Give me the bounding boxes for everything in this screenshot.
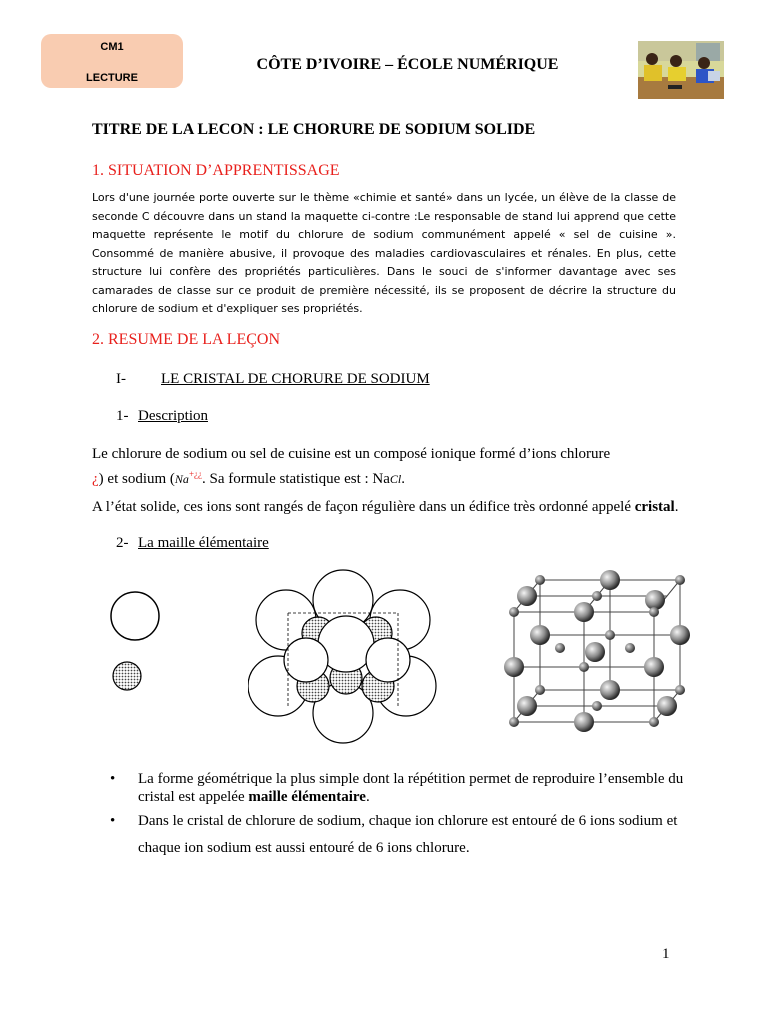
- section-heading-resume: 2. RESUME DE LA LEÇON: [92, 331, 280, 348]
- bullet-dot: •: [110, 813, 116, 829]
- situation-text: Lors d'une journée porte ouverte sur le thème «chimie et santé» dans un lycée, un élève de la classe de seconde C découvre dans un stand la maquette ci-contre :Le responsable de stand lui apprend que cette maquette représente le motif du chlorure de sodium communément appelé « sel de cuisine ». Consommé de manière abusive, il provoque des maladies cardiovasculaires et rénales. En plus, cette structure lui confère des propriétés particulières. Dans le souci de s'informer davantage avec ses camarades de classe sur ce produit de première nécessité, ils se proposent de décrire la structure du chlorure de sodium et d'expliquer ses propriétés.: [92, 191, 676, 315]
- subsection-title-maille: La maille élémentaire: [138, 535, 269, 551]
- bullet-item: [110, 808, 700, 862]
- subsection-number-1: 1-: [116, 408, 129, 424]
- bullet-dot: •: [110, 771, 116, 787]
- school-title: CÔTE D’IVOIRE – ÉCOLE NUMÉRIQUE: [256, 56, 559, 73]
- part-title: LE CRISTAL DE CHORURE DE SODIUM: [161, 371, 430, 387]
- classroom-photo: [638, 41, 724, 99]
- p1-end: .: [401, 471, 405, 487]
- chloride-ion-symbol: [111, 592, 159, 640]
- nacl-compact-model: [248, 568, 440, 746]
- badge-level: CM1: [100, 41, 124, 53]
- p1-text-c: . Sa formule statistique est : Na: [202, 471, 390, 487]
- p1-cl: Cl: [389, 472, 402, 486]
- p1-glyph: ¿: [92, 471, 99, 487]
- bullet1-bold: maille élémentaire: [248, 789, 366, 805]
- bullet-item: [110, 770, 700, 806]
- p1-text-b: ) et sodium (: [98, 471, 175, 487]
- p1-superscript: +¿¿: [188, 469, 203, 479]
- p1-text-a: Le chlorure de sodium ou sel de cuisine est un composé ionique formé d’ions chlorure: [92, 446, 611, 462]
- part-number: I-: [116, 371, 126, 387]
- description-paragraph: [92, 444, 682, 489]
- bullet1-end: .: [365, 789, 370, 805]
- nacl-lattice-model: [500, 568, 705, 736]
- section-heading-situation: 1. SITUATION D’APPRENTISSAGE: [92, 162, 340, 179]
- class-badge: [41, 34, 183, 88]
- sodium-ion-symbol: [113, 662, 141, 690]
- subsection-number-2: 2-: [116, 535, 129, 551]
- p1-na: Na: [174, 472, 189, 486]
- page-number: 1: [662, 946, 670, 962]
- ion-legend: [100, 585, 170, 705]
- badge-subject: LECTURE: [86, 72, 138, 84]
- p2-bold: cristal: [634, 499, 675, 515]
- bullet2-text: Dans le cristal de chlorure de sodium, chaque ion chlorure est entouré de 6 ions sodium et chaque ion sodium est aussi entouré de 6 ions chlorure.: [138, 813, 678, 856]
- cristal-paragraph: [92, 497, 682, 517]
- p2-end: .: [674, 499, 679, 515]
- p2-text-a: A l’état solide, ces ions sont rangés de façon régulière dans un édifice très ordonné appelé: [92, 499, 635, 515]
- subsection-title-description: Description: [138, 408, 208, 424]
- lesson-title: TITRE DE LA LECON : LE CHORURE DE SODIUM SOLIDE: [92, 121, 536, 138]
- bullet1-text: La forme géométrique la plus simple dont la répétition permet de reproduire l’ensemble du cristal est appelée: [138, 771, 684, 805]
- bullet-list: [110, 770, 700, 862]
